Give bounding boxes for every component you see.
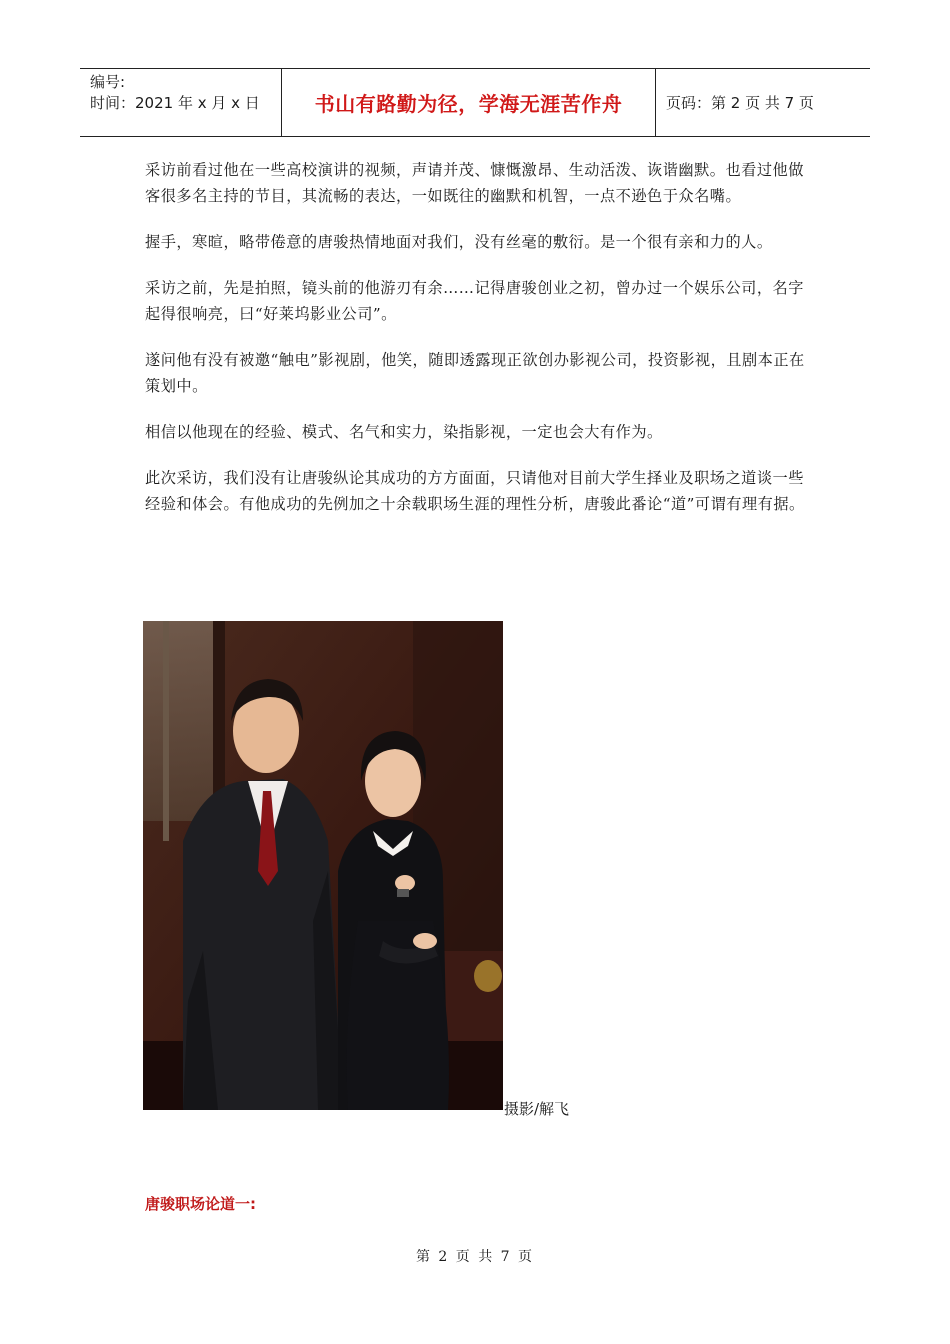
header-meta bbox=[80, 69, 282, 136]
paragraph: 采访前看过他在一些高校演讲的视频，声请并茂、慷慨激昂、生动活泼、诙谐幽默。也看过他做客很多名主持的节目，其流畅的表达，一如既往的幽默和机智，一点不逊色于众名嘴。 bbox=[145, 161, 804, 205]
document-number-label: 编号: bbox=[90, 73, 126, 91]
paragraph: 此次采访，我们没有让唐骏纵论其成功的方方面面，只请他对目前大学生择业及职场之道谈一些经验和体会。有他成功的先例加之十余载职场生涯的理性分析，唐骏此番论“道”可谓有理有据。 bbox=[145, 469, 805, 513]
paragraph: 采访之前，先是拍照，镜头前的他游刃有余……记得唐骏创业之初，曾办过一个娱乐公司，名字起得很响亮，曰“好莱坞影业公司”。 bbox=[145, 279, 804, 323]
document-date: 时间：2021 年 x 月 x 日 bbox=[90, 94, 260, 112]
paragraph: 遂问他有没有被邀“触电”影视剧，他笑，随即透露现正欲创办影视公司，投资影视，且剧本正在策划中。 bbox=[145, 351, 805, 395]
page-footer: 第 2 页 共 7 页 bbox=[415, 1249, 535, 1265]
header-page-info: 页码：第 2 页 共 7 页 bbox=[666, 94, 814, 112]
photo-caption: 摄影/解飞 bbox=[504, 1100, 570, 1118]
paragraph: 握手，寒暄，略带倦意的唐骏热情地面对我们，没有丝毫的敷衍。是一个很有亲和力的人。 bbox=[145, 233, 773, 251]
header-motto: 书山有路勤为径，学海无涯苦作舟 bbox=[282, 69, 656, 136]
page-header bbox=[80, 68, 870, 137]
interview-photo bbox=[143, 621, 503, 1110]
section-heading: 唐骏职场论道一: bbox=[145, 1195, 256, 1213]
article-body bbox=[145, 157, 815, 537]
paragraph: 相信以他现在的经验、模式、名气和实力，染指影视，一定也会大有作为。 bbox=[145, 423, 663, 441]
